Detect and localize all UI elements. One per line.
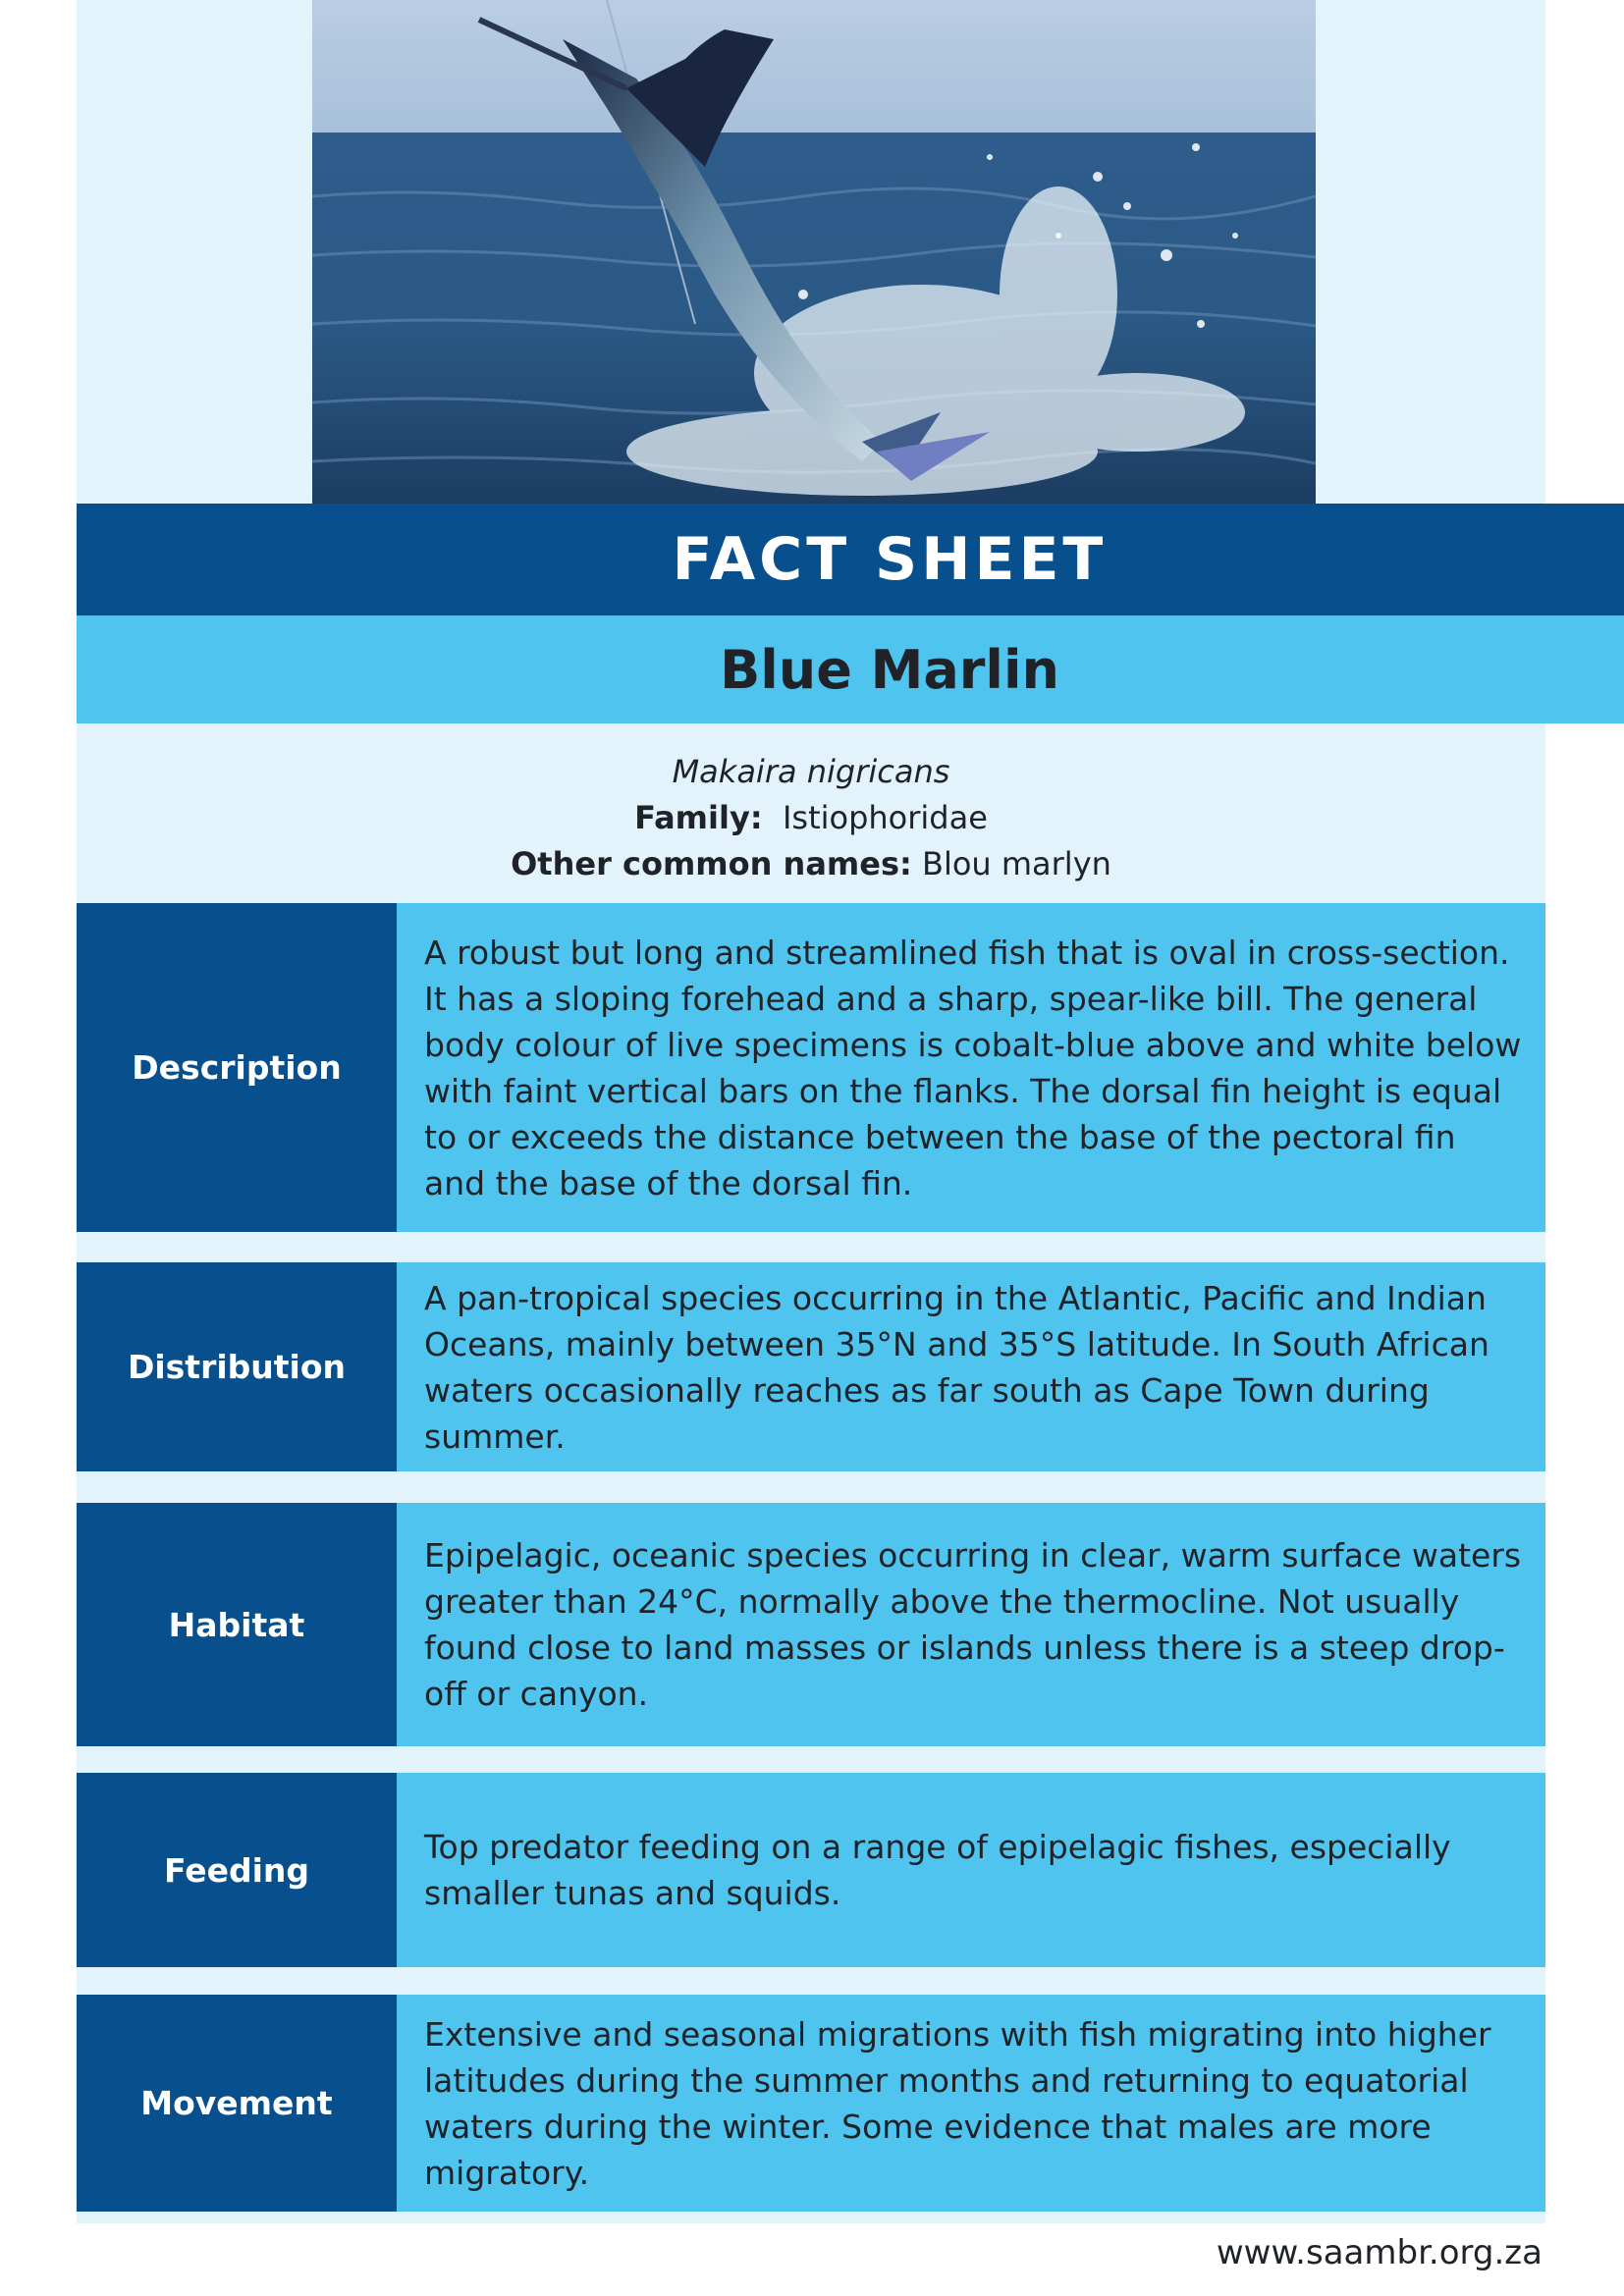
species-name: Blue Marlin <box>720 638 1059 701</box>
section-distribution <box>77 1262 1545 1471</box>
family-line <box>77 795 1545 841</box>
section-feeding <box>77 1773 1545 1967</box>
family-label: Family: <box>634 799 763 836</box>
scientific-name: Makaira nigricans <box>672 753 950 790</box>
section-text: Top predator feeding on a range of epipelagic fishes, especially smaller tunas and squids. <box>397 1773 1545 1967</box>
section-label: Feeding <box>77 1773 397 1967</box>
section-description <box>77 903 1545 1232</box>
family-value: Istiophoridae <box>782 799 988 836</box>
website-link[interactable]: www.saambr.org.za <box>1216 2233 1543 2272</box>
section-text: A robust but long and streamlined fish that is oval in cross-section. It has a sloping forehead and a sharp, spear-like bill. The general body colour of live specimens is cobalt-blue above and white below with faint vertical bars on the flanks. The dorsal fin height is equal to or exceeds the distance between the base of the pectoral fin and the base of the dorsal fin. <box>397 903 1545 1232</box>
section-label: Movement <box>77 1995 397 2212</box>
hero-image <box>312 0 1316 504</box>
section-movement <box>77 1995 1545 2212</box>
section-label: Description <box>77 903 397 1232</box>
section-text: Extensive and seasonal migrations with fish migrating into higher latitudes during the summer months and returning to equatorial waters during the winter. Some evidence that males are more migratory. <box>397 1995 1545 2212</box>
other-names-label: Other common names: <box>511 845 912 882</box>
section-label: Distribution <box>77 1262 397 1471</box>
section-text: Epipelagic, oceanic species occurring in clear, warm surface waters greater than 24°C, normally above the thermocline. Not usually found close to land masses or islands unless there is a steep drop-off or canyon. <box>397 1503 1545 1746</box>
marlin-photo <box>312 0 1316 504</box>
species-banner <box>77 615 1624 723</box>
section-habitat <box>77 1503 1545 1746</box>
fact-sheet-title: FACT SHEET <box>672 525 1108 594</box>
taxonomy-block <box>77 749 1545 887</box>
section-text: A pan-tropical species occurring in the Atlantic, Pacific and Indian Oceans, mainly between 35°N and 35°S latitude. In South African waters occasionally reaches as far south as Cape Town during summer. <box>397 1262 1545 1471</box>
section-label: Habitat <box>77 1503 397 1746</box>
fact-sheet-banner <box>77 504 1624 615</box>
other-names-line <box>77 841 1545 887</box>
other-names-value: Blou marlyn <box>921 845 1111 882</box>
